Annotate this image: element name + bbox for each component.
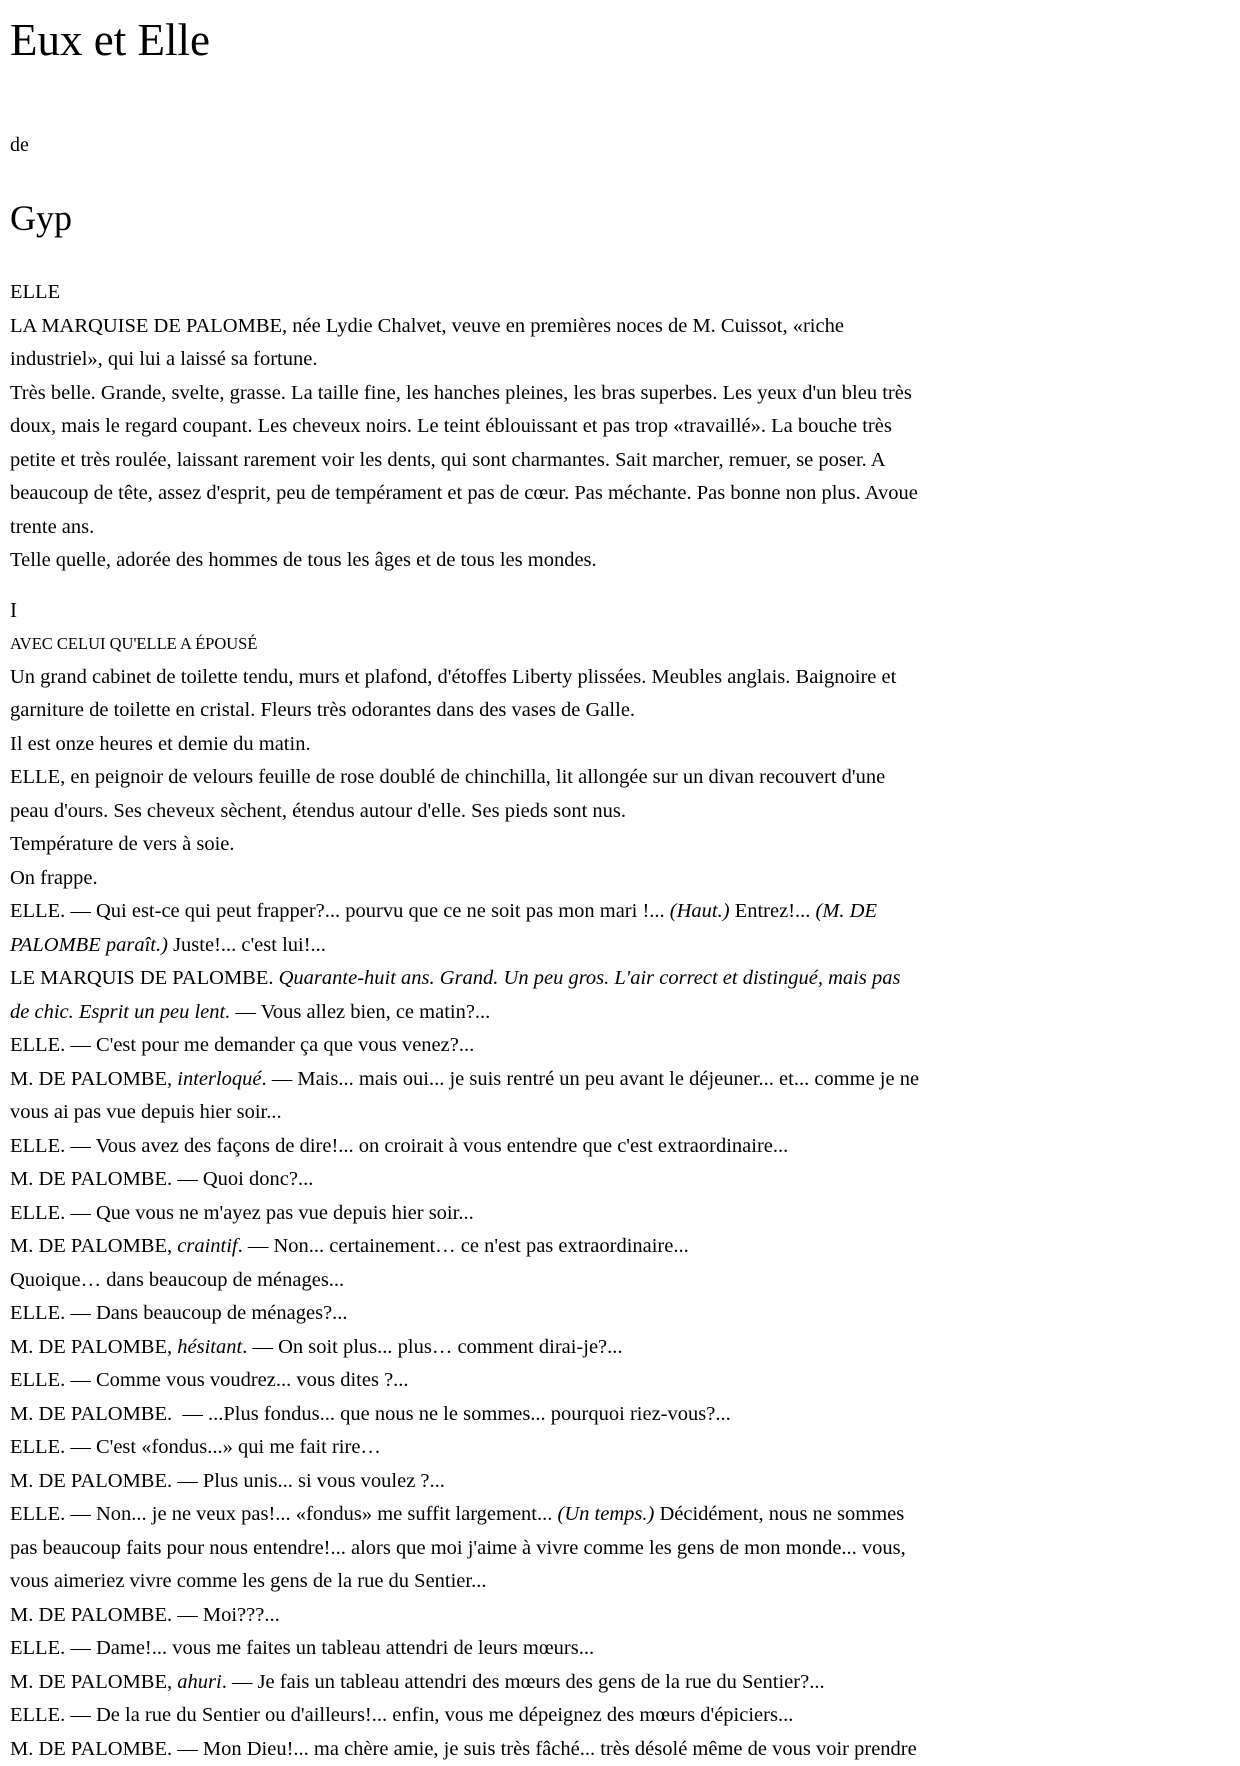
character-heading bbox=[10, 276, 1220, 310]
dialogue-line bbox=[10, 1666, 1220, 1700]
text-line bbox=[10, 761, 1220, 795]
text-run: ELLE bbox=[10, 281, 60, 303]
text-line bbox=[10, 828, 1220, 862]
dialogue-line bbox=[10, 929, 1220, 963]
text-run: ELLE. — Qui est-ce qui peut frapper?... pourvu que ce ne soit pas mon mari !... bbox=[10, 900, 670, 922]
text-run: . — Non... certainement… ce n'est pas extraordinaire... bbox=[238, 1235, 689, 1257]
author-name bbox=[10, 196, 1220, 240]
text-run: Telle quelle, adorée des hommes de tous les âges et de tous les mondes. bbox=[10, 549, 597, 571]
dialogue-line bbox=[10, 962, 1220, 996]
text-run: Entrez!... bbox=[730, 900, 816, 922]
text-run: LA MARQUISE DE PALOMBE, née Lydie Chalvet, veuve en premières noces de M. Cuissot, «riche bbox=[10, 315, 844, 337]
text-line bbox=[10, 477, 1220, 511]
text-run: ELLE. — Comme vous voudrez... vous dites ?... bbox=[10, 1369, 409, 1391]
text-run: ELLE. — C'est «fondus...» qui me fait rire… bbox=[10, 1436, 381, 1458]
text-run: Juste!... c'est lui!... bbox=[168, 934, 326, 956]
text-run: ELLE. — Dans beaucoup de ménages?... bbox=[10, 1302, 348, 1324]
dialogue-line bbox=[10, 1431, 1220, 1465]
text-run: AVEC CELUI QU'ELLE A ÉPOUSÉ bbox=[10, 634, 257, 653]
dialogue-line bbox=[10, 1699, 1220, 1733]
text-line bbox=[10, 661, 1220, 695]
stage-direction-run: interloqué bbox=[177, 1068, 261, 1090]
text-run: M. DE PALOMBE, bbox=[10, 1671, 177, 1693]
text-run: M. DE PALOMBE. — Plus unis... si vous voulez ?... bbox=[10, 1470, 445, 1492]
dialogue-line bbox=[10, 1398, 1220, 1432]
dialogue-line bbox=[10, 1465, 1220, 1499]
dialogue-line bbox=[10, 1498, 1220, 1532]
text-run: Très belle. Grande, svelte, grasse. La taille fine, les hanches pleines, les bras superbes. Les yeux d'un bleu très bbox=[10, 382, 912, 404]
text-run: Il est onze heures et demie du matin. bbox=[10, 733, 311, 755]
stage-direction-run: Quarante-huit ans. Grand. Un peu gros. L'air correct et distingué, mais pas bbox=[279, 967, 901, 989]
text-line bbox=[10, 862, 1220, 896]
text-run: M. DE PALOMBE. — Moi???... bbox=[10, 1604, 280, 1626]
text-run: I bbox=[10, 598, 17, 622]
text-run: ELLE. — Que vous ne m'ayez pas vue depuis hier soir... bbox=[10, 1202, 474, 1224]
text-run: pas beaucoup faits pour nous entendre!... alors que moi j'aime à vivre comme les gens de mon monde... vous, bbox=[10, 1537, 906, 1559]
text-run: beaucoup de tête, assez d'esprit, peu de tempérament et pas de cœur. Pas méchante. Pas bonne non plus. Avoue bbox=[10, 482, 918, 504]
text-run: ELLE, en peignoir de velours feuille de rose doublé de chinchilla, lit allongée sur un divan recouvert d'une bbox=[10, 766, 885, 788]
text-run: . — Mais... mais oui... je suis rentré un peu avant le déjeuner... et... comme je ne bbox=[262, 1068, 920, 1090]
text-run: M. DE PALOMBE. — Mon Dieu!... ma chère amie, je suis très fâché... très désolé même de vous voir prendre bbox=[10, 1738, 917, 1760]
dialogue-line bbox=[10, 1599, 1220, 1633]
dialogue-line bbox=[10, 895, 1220, 929]
dialogue-line bbox=[10, 1632, 1220, 1666]
dialogue-line bbox=[10, 1297, 1220, 1331]
text-line bbox=[10, 728, 1220, 762]
text-run: M. DE PALOMBE. — Quoi donc?... bbox=[10, 1168, 313, 1190]
stage-direction-run: hésitant bbox=[177, 1336, 242, 1358]
dialogue-line bbox=[10, 996, 1220, 1030]
dialogue-line bbox=[10, 1063, 1220, 1097]
text-run: M. DE PALOMBE, bbox=[10, 1068, 177, 1090]
text-line bbox=[10, 343, 1220, 377]
text-line bbox=[10, 310, 1220, 344]
text-line bbox=[10, 444, 1220, 478]
text-line bbox=[10, 511, 1220, 545]
text-run: On frappe. bbox=[10, 867, 98, 889]
page-title bbox=[10, 16, 1220, 64]
dialogue-line bbox=[10, 1331, 1220, 1365]
stage-direction-run: (Un temps.) bbox=[558, 1503, 655, 1525]
stage-direction-run: ahuri bbox=[177, 1671, 221, 1693]
text-run: Décidément, nous ne sommes bbox=[654, 1503, 904, 1525]
text-run: garniture de toilette en cristal. Fleurs très odorantes dans des vases de Galle. bbox=[10, 699, 635, 721]
dialogue-line bbox=[10, 1565, 1220, 1599]
dialogue-line bbox=[10, 1029, 1220, 1063]
text-run: ELLE. — C'est pour me demander ça que vous venez?... bbox=[10, 1034, 474, 1056]
text-run: Température de vers à soie. bbox=[10, 833, 235, 855]
byline bbox=[10, 132, 1220, 158]
text-run: de bbox=[10, 134, 29, 156]
dialogue-line bbox=[10, 1733, 1220, 1766]
text-run: vous aimeriez vivre comme les gens de la rue du Sentier... bbox=[10, 1570, 486, 1592]
text-run: trente ans. bbox=[10, 516, 94, 538]
text-run: Un grand cabinet de toilette tendu, murs et plafond, d'étoffes Liberty plissées. Meubles anglais. Baignoire et bbox=[10, 666, 896, 688]
text-line bbox=[10, 410, 1220, 444]
text-line bbox=[10, 377, 1220, 411]
stage-direction-run: de chic. Esprit un peu lent. bbox=[10, 1001, 230, 1023]
dialogue-line bbox=[10, 1096, 1220, 1130]
text-run: M. DE PALOMBE. — ...Plus fondus... que nous ne le sommes... pourquoi riez-vous?... bbox=[10, 1403, 731, 1425]
text-run: M. DE PALOMBE, bbox=[10, 1235, 177, 1257]
dialogue-line bbox=[10, 1163, 1220, 1197]
text-run: petite et très roulée, laissant rarement voir les dents, qui sont charmantes. Sait marcher, remuer, se poser. A bbox=[10, 449, 886, 471]
stage-direction-run: PALOMBE paraît.) bbox=[10, 934, 168, 956]
text-run: — Vous allez bien, ce matin?... bbox=[230, 1001, 490, 1023]
text-run: Gyp bbox=[10, 198, 72, 238]
dialogue-line bbox=[10, 1532, 1220, 1566]
text-line bbox=[10, 544, 1220, 578]
section-number bbox=[10, 594, 1220, 628]
text-run: M. DE PALOMBE, bbox=[10, 1336, 177, 1358]
text-run: doux, mais le regard coupant. Les cheveux noirs. Le teint éblouissant et pas trop «travaillé». La bouche très bbox=[10, 415, 892, 437]
text-run: Quoique… dans beaucoup de ménages... bbox=[10, 1269, 344, 1291]
text-run: ELLE. — De la rue du Sentier ou d'ailleurs!... enfin, vous me dépeignez des mœurs d'épiciers... bbox=[10, 1704, 793, 1726]
text-line bbox=[10, 694, 1220, 728]
text-run: Eux et Elle bbox=[10, 15, 210, 65]
dialogue-line bbox=[10, 1364, 1220, 1398]
dialogue-line bbox=[10, 1264, 1220, 1298]
text-run: ELLE. — Non... je ne veux pas!... «fondus» me suffit largement... bbox=[10, 1503, 558, 1525]
text-run: peau d'ours. Ses cheveux sèchent, étendus autour d'elle. Ses pieds sont nus. bbox=[10, 800, 626, 822]
stage-direction-run: (M. DE bbox=[816, 900, 877, 922]
text-run: LE MARQUIS DE PALOMBE. bbox=[10, 967, 279, 989]
section-subtitle bbox=[10, 627, 1220, 661]
text-run: . — Je fais un tableau attendri des mœurs des gens de la rue du Sentier?... bbox=[222, 1671, 825, 1693]
dialogue-line bbox=[10, 1230, 1220, 1264]
text-run: ELLE. — Dame!... vous me faites un tableau attendri de leurs mœurs... bbox=[10, 1637, 594, 1659]
text-run: . — On soit plus... plus… comment dirai-je?... bbox=[242, 1336, 622, 1358]
text-run: vous ai pas vue depuis hier soir... bbox=[10, 1101, 282, 1123]
stage-direction-run: craintif bbox=[177, 1235, 237, 1257]
dialogue-line bbox=[10, 1197, 1220, 1231]
text-run: industriel», qui lui a laissé sa fortune. bbox=[10, 348, 317, 370]
text-line bbox=[10, 795, 1220, 829]
text-run: ELLE. — Vous avez des façons de dire!... on croirait à vous entendre que c'est extraordinaire... bbox=[10, 1135, 788, 1157]
stage-direction-run: (Haut.) bbox=[670, 900, 730, 922]
dialogue-line bbox=[10, 1130, 1220, 1164]
